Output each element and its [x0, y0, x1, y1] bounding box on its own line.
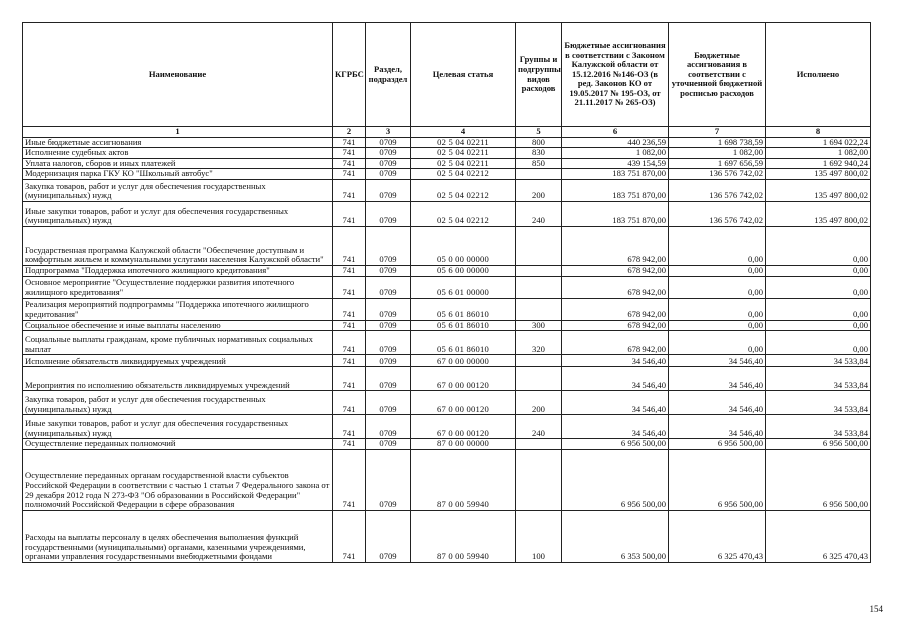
row-name: Государственная программа Калужской области "Обеспечение доступным и комфортным жильем и коммунальными услугами населения Калужской области"	[23, 226, 333, 265]
table-row	[23, 265, 871, 276]
row-executed: 34 533,84	[766, 415, 871, 439]
row-executed: 0,00	[766, 298, 871, 320]
row-section: 0709	[366, 276, 411, 298]
table-row	[23, 158, 871, 169]
table-row	[23, 439, 871, 450]
row-budget-law: 678 942,00	[562, 331, 669, 355]
column-number: 4	[411, 127, 516, 138]
row-budget-law: 34 546,40	[562, 415, 669, 439]
row-budget-revised: 0,00	[669, 298, 766, 320]
header-budget-revised: Бюджетные ассигнования в соответствии с уточненной бюджетной росписью расходов	[669, 23, 766, 127]
row-section: 0709	[366, 179, 411, 201]
row-section: 0709	[366, 510, 411, 562]
row-target: 67 0 00 00120	[411, 367, 516, 391]
row-group: 830	[516, 148, 562, 159]
table-row	[23, 276, 871, 298]
row-budget-revised: 136 576 742,02	[669, 201, 766, 226]
row-budget-law: 678 942,00	[562, 298, 669, 320]
table-row	[23, 137, 871, 148]
row-group	[516, 169, 562, 180]
row-budget-revised: 0,00	[669, 226, 766, 265]
row-target: 05 6 01 86010	[411, 320, 516, 331]
row-group: 200	[516, 179, 562, 201]
row-group	[516, 276, 562, 298]
column-number: 1	[23, 127, 333, 138]
row-name: Иные бюджетные ассигнования	[23, 137, 333, 148]
row-name: Закупка товаров, работ и услуг для обеспечения государственных (муниципальных) нужд	[23, 179, 333, 201]
row-kgrbs: 741	[333, 201, 366, 226]
row-name: Социальные выплаты гражданам, кроме публичных нормативных социальных выплат	[23, 331, 333, 355]
row-executed: 0,00	[766, 331, 871, 355]
row-name: Уплата налогов, сборов и иных платежей	[23, 158, 333, 169]
table-row	[23, 226, 871, 265]
row-target: 02 5 04 02212	[411, 201, 516, 226]
row-budget-law: 678 942,00	[562, 265, 669, 276]
row-budget-law: 183 751 870,00	[562, 201, 669, 226]
row-budget-law: 678 942,00	[562, 276, 669, 298]
row-section: 0709	[366, 355, 411, 367]
row-executed: 1 082,00	[766, 148, 871, 159]
row-group: 320	[516, 331, 562, 355]
row-target: 05 6 00 00000	[411, 265, 516, 276]
row-executed: 1 694 022,24	[766, 137, 871, 148]
row-executed: 34 533,84	[766, 391, 871, 415]
row-kgrbs: 741	[333, 169, 366, 180]
table-row	[23, 179, 871, 201]
row-executed: 135 497 800,02	[766, 201, 871, 226]
row-executed: 0,00	[766, 226, 871, 265]
row-name: Иные закупки товаров, работ и услуг для обеспечения государственных (муниципальных) нужд	[23, 415, 333, 439]
row-executed: 0,00	[766, 276, 871, 298]
page-number: 154	[869, 604, 883, 614]
table-row	[23, 169, 871, 180]
row-section: 0709	[366, 391, 411, 415]
row-budget-law: 6 353 500,00	[562, 510, 669, 562]
column-number: 6	[562, 127, 669, 138]
column-number: 7	[669, 127, 766, 138]
row-group: 240	[516, 415, 562, 439]
row-section: 0709	[366, 226, 411, 265]
row-kgrbs: 741	[333, 331, 366, 355]
row-budget-law: 34 546,40	[562, 391, 669, 415]
row-executed: 34 533,84	[766, 355, 871, 367]
row-executed: 34 533,84	[766, 367, 871, 391]
row-target: 87 0 00 59940	[411, 449, 516, 510]
row-target: 02 5 04 02211	[411, 148, 516, 159]
row-budget-law: 6 956 500,00	[562, 439, 669, 450]
row-kgrbs: 741	[333, 158, 366, 169]
row-name: Исполнение обязательств ликвидируемых учреждений	[23, 355, 333, 367]
row-kgrbs: 741	[333, 276, 366, 298]
row-name: Социальное обеспечение и иные выплаты населению	[23, 320, 333, 331]
row-kgrbs: 741	[333, 355, 366, 367]
row-budget-revised: 136 576 742,02	[669, 169, 766, 180]
row-budget-revised: 1 082,00	[669, 148, 766, 159]
table-row	[23, 367, 871, 391]
row-target: 87 0 00 59940	[411, 510, 516, 562]
table-row	[23, 320, 871, 331]
table-row	[23, 449, 871, 510]
row-kgrbs: 741	[333, 226, 366, 265]
column-number: 8	[766, 127, 871, 138]
row-name: Подпрограмма "Поддержка ипотечного жилищного кредитования"	[23, 265, 333, 276]
row-section: 0709	[366, 158, 411, 169]
row-section: 0709	[366, 265, 411, 276]
header-name: Наименование	[23, 23, 333, 127]
row-group	[516, 298, 562, 320]
row-section: 0709	[366, 137, 411, 148]
row-section: 0709	[366, 320, 411, 331]
row-group: 800	[516, 137, 562, 148]
row-name: Мероприятия по исполнению обязательств ликвидируемых учреждений	[23, 367, 333, 391]
row-target: 67 0 00 00120	[411, 415, 516, 439]
table-body	[23, 137, 871, 562]
row-section: 0709	[366, 298, 411, 320]
table-row	[23, 148, 871, 159]
table-row	[23, 391, 871, 415]
row-section: 0709	[366, 415, 411, 439]
row-group: 300	[516, 320, 562, 331]
row-target: 05 6 01 86010	[411, 298, 516, 320]
row-group	[516, 355, 562, 367]
row-section: 0709	[366, 169, 411, 180]
row-budget-revised: 6 956 500,00	[669, 449, 766, 510]
budget-table	[22, 22, 871, 563]
row-target: 67 0 00 00000	[411, 355, 516, 367]
row-kgrbs: 741	[333, 265, 366, 276]
row-kgrbs: 741	[333, 137, 366, 148]
row-budget-revised: 34 546,40	[669, 391, 766, 415]
row-budget-revised: 0,00	[669, 331, 766, 355]
row-name: Реализация мероприятий подпрограммы "Поддержка ипотечного жилищного кредитования"	[23, 298, 333, 320]
row-target: 05 6 01 86010	[411, 331, 516, 355]
row-budget-revised: 0,00	[669, 276, 766, 298]
row-executed: 6 325 470,43	[766, 510, 871, 562]
table-row	[23, 510, 871, 562]
row-kgrbs: 741	[333, 415, 366, 439]
row-kgrbs: 741	[333, 510, 366, 562]
header-budget-law: Бюджетные ассигнования в соответствии с Законом Калужской области от 15.12.2016 №146-ОЗ (в ред. Законов КО от 19.05.2017 № 195-ОЗ, от 21.11.2017 № 265-ОЗ)	[562, 23, 669, 127]
row-executed: 6 956 500,00	[766, 449, 871, 510]
row-executed: 135 497 800,02	[766, 169, 871, 180]
row-name: Осуществление переданных органам государственной власти субъектов Российской Федерации в соответствии с частью 1 статьи 7 Федерального закона от 29 декабря 2012 года N 273-ФЗ "Об образовании в Российской Федерации" полномочий Российской Федерации в сфере образования	[23, 449, 333, 510]
row-group	[516, 367, 562, 391]
row-section: 0709	[366, 449, 411, 510]
row-kgrbs: 741	[333, 298, 366, 320]
row-kgrbs: 741	[333, 391, 366, 415]
table-row	[23, 298, 871, 320]
row-budget-law: 440 236,59	[562, 137, 669, 148]
row-target: 05 0 00 00000	[411, 226, 516, 265]
row-name: Закупка товаров, работ и услуг для обеспечения государственных (муниципальных) нужд	[23, 391, 333, 415]
row-name: Осуществление переданных полномочий	[23, 439, 333, 450]
row-budget-revised: 0,00	[669, 320, 766, 331]
header-group: Группы и подгруппы видов расходов	[516, 23, 562, 127]
header-kgrbs: КГРБС	[333, 23, 366, 127]
row-budget-revised: 1 698 738,59	[669, 137, 766, 148]
row-budget-revised: 1 697 656,59	[669, 158, 766, 169]
row-executed: 6 956 500,00	[766, 439, 871, 450]
row-kgrbs: 741	[333, 320, 366, 331]
row-budget-revised: 0,00	[669, 265, 766, 276]
row-kgrbs: 741	[333, 449, 366, 510]
row-budget-revised: 34 546,40	[669, 355, 766, 367]
row-group	[516, 226, 562, 265]
row-name: Расходы на выплаты персоналу в целях обеспечения выполнения функций государственными (муниципальными) органами, казенными учреждениями, органами управления государственными внебюджетными фондами	[23, 510, 333, 562]
row-group: 200	[516, 391, 562, 415]
row-section: 0709	[366, 201, 411, 226]
row-executed: 1 692 940,24	[766, 158, 871, 169]
table-row	[23, 415, 871, 439]
row-group: 850	[516, 158, 562, 169]
row-name: Иные закупки товаров, работ и услуг для обеспечения государственных (муниципальных) нужд	[23, 201, 333, 226]
row-target: 87 0 00 00000	[411, 439, 516, 450]
header-row	[23, 23, 871, 127]
row-section: 0709	[366, 331, 411, 355]
row-budget-revised: 6 325 470,43	[669, 510, 766, 562]
row-target: 02 5 04 02212	[411, 169, 516, 180]
row-budget-law: 678 942,00	[562, 320, 669, 331]
row-target: 67 0 00 00120	[411, 391, 516, 415]
row-budget-law: 183 751 870,00	[562, 169, 669, 180]
row-budget-law: 183 751 870,00	[562, 179, 669, 201]
table-row	[23, 201, 871, 226]
row-kgrbs: 741	[333, 367, 366, 391]
row-budget-revised: 34 546,40	[669, 367, 766, 391]
row-budget-revised: 6 956 500,00	[669, 439, 766, 450]
row-group	[516, 439, 562, 450]
row-executed: 0,00	[766, 320, 871, 331]
row-kgrbs: 741	[333, 179, 366, 201]
row-budget-law: 439 154,59	[562, 158, 669, 169]
row-kgrbs: 741	[333, 148, 366, 159]
row-group	[516, 449, 562, 510]
row-budget-law: 34 546,40	[562, 367, 669, 391]
header-executed: Исполнено	[766, 23, 871, 127]
header-target: Целевая статья	[411, 23, 516, 127]
row-budget-law: 6 956 500,00	[562, 449, 669, 510]
row-budget-revised: 34 546,40	[669, 415, 766, 439]
table-row	[23, 355, 871, 367]
row-budget-law: 678 942,00	[562, 226, 669, 265]
row-executed: 135 497 800,02	[766, 179, 871, 201]
column-number: 2	[333, 127, 366, 138]
column-number: 3	[366, 127, 411, 138]
row-section: 0709	[366, 439, 411, 450]
row-group	[516, 265, 562, 276]
row-group: 100	[516, 510, 562, 562]
header-section: Раздел, подраздел	[366, 23, 411, 127]
row-executed: 0,00	[766, 265, 871, 276]
row-group: 240	[516, 201, 562, 226]
row-kgrbs: 741	[333, 439, 366, 450]
row-target: 02 5 04 02211	[411, 137, 516, 148]
column-number-row	[23, 127, 871, 138]
row-budget-law: 1 082,00	[562, 148, 669, 159]
row-budget-law: 34 546,40	[562, 355, 669, 367]
row-name: Исполнение судебных актов	[23, 148, 333, 159]
row-target: 02 5 04 02212	[411, 179, 516, 201]
row-budget-revised: 136 576 742,02	[669, 179, 766, 201]
row-target: 05 6 01 00000	[411, 276, 516, 298]
column-number: 5	[516, 127, 562, 138]
row-name: Модернизация парка ГКУ КО "Школьный автобус"	[23, 169, 333, 180]
row-section: 0709	[366, 367, 411, 391]
row-section: 0709	[366, 148, 411, 159]
row-target: 02 5 04 02211	[411, 158, 516, 169]
table-row	[23, 331, 871, 355]
row-name: Основное мероприятие "Осуществление поддержки развития ипотечного жилищного кредитования"	[23, 276, 333, 298]
